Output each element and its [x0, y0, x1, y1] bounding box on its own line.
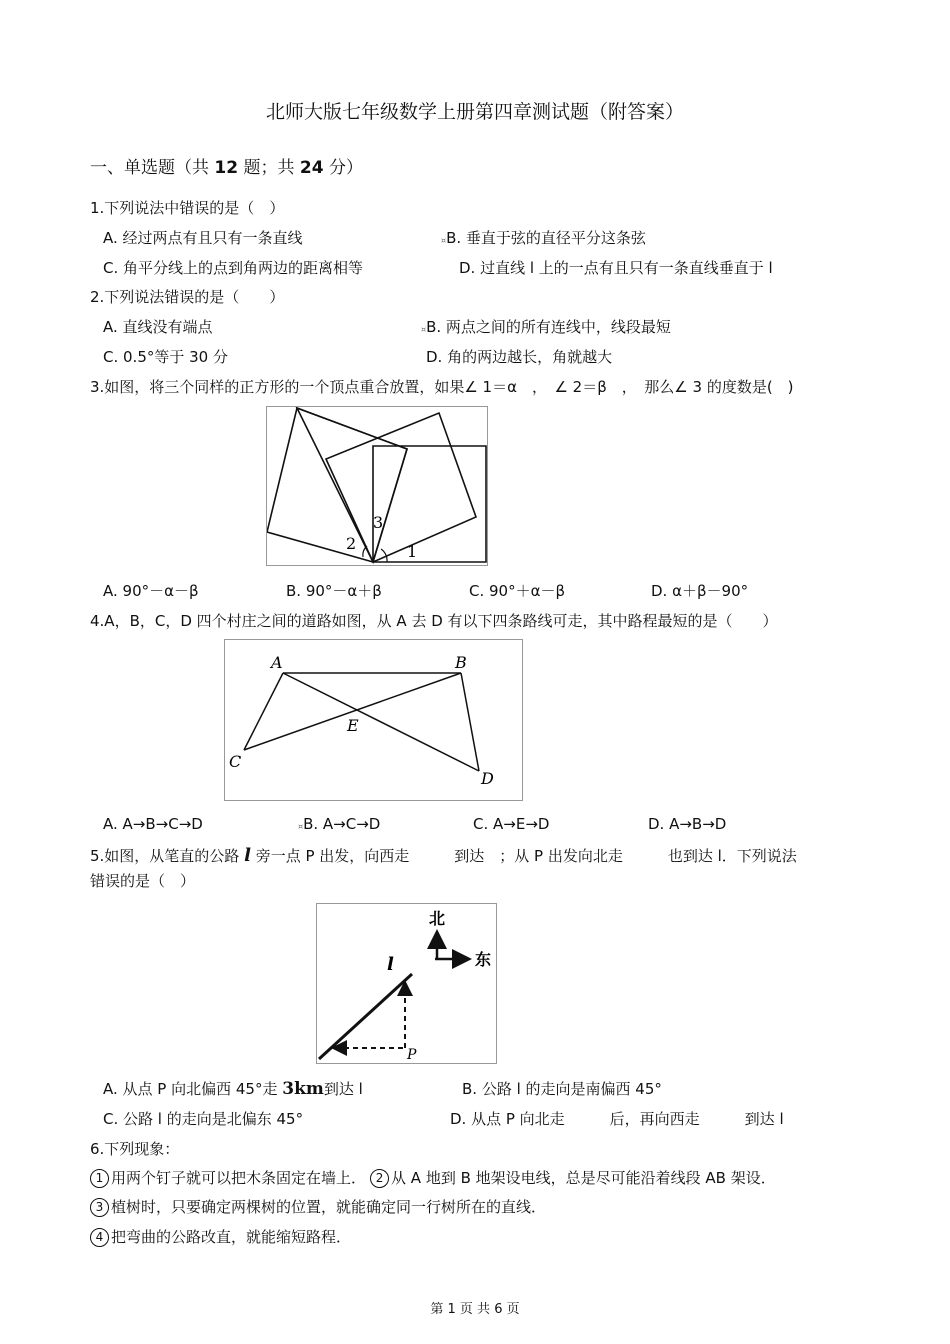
point-p-label: P [407, 1047, 417, 1063]
q3-option-b: B. 90°－α＋β [286, 582, 382, 600]
q6-item-1: 1 用两个钉子就可以把木条固定在墙上． 2 从 A 地到 B 地架设电线，总是尽可能沿着线段 AB 架设． [90, 1167, 776, 1188]
point-b-label: B [455, 653, 467, 672]
page-title: 北师大版七年级数学上册第四章测试题（附答案） [265, 101, 684, 123]
q4-villages-figure [224, 639, 523, 801]
q6-item-3: 3 植树时，只要确定两棵树的位置，就能确定同一行树所在的直线． [90, 1196, 546, 1217]
question-5-stem: 5.如图，从笔直的公路 l 旁一点 P 出发，向西走 到达 ；从 P 出发向北走 也到达 l．下列说法 [90, 845, 797, 866]
q5-option-c: C. 公路 l 的走向是北偏东 45° [103, 1110, 304, 1128]
point-e-label: E [347, 716, 359, 735]
q2-option-b: ¤B. 两点之间的所有连线中，线段最短 [421, 318, 671, 336]
q1-option-c: C. 角平分线上的点到角两边的距离相等 [103, 259, 364, 277]
q3-option-c: C. 90°＋α－β [469, 582, 566, 600]
question-1-stem: 1.下列说法中错误的是（ ） [90, 199, 285, 217]
road-l-label: l [387, 954, 394, 975]
east-label: 东 [475, 950, 492, 969]
angle-2-label: 2 [346, 534, 357, 553]
north-label: 北 [429, 909, 446, 928]
q4-option-b: ¤B. A→C→D [298, 815, 381, 833]
q5-road-figure [316, 903, 497, 1064]
q5-option-b: B. 公路 l 的走向是南偏西 45° [462, 1080, 662, 1098]
q3-option-a: A. 90°－α－β [103, 582, 199, 600]
question-4-stem: 4.A，B，C，D 四个村庄之间的道路如图，从 A 去 D 有以下四条路线可走，其中路程最短的是（ ） [90, 612, 778, 630]
q2-option-c: C. 0.5°等于 30 分 [103, 348, 228, 366]
question-5-stem-line2: 错误的是（ ） [90, 872, 196, 890]
question-3-stem: 3.如图，将三个同样的正方形的一个顶点重合放置，如果∠ 1＝α ， ∠ 2＝β ， 那么∠ 3 的度数是( ) [90, 378, 794, 396]
q3-squares-figure [266, 406, 488, 566]
q4-option-c: C. A→E→D [473, 815, 550, 833]
angle-1-label: 1 [407, 542, 418, 561]
q5-option-d: D. 从点 P 向北走 后，再向西走 到达 l [450, 1110, 784, 1128]
page-footer: 第 1 页 共 6 页 [430, 1302, 520, 1317]
q4-option-a: A. A→B→C→D [103, 815, 203, 833]
q2-option-a: A. 直线没有端点 [103, 318, 213, 336]
q4-option-d: D. A→B→D [648, 815, 727, 833]
q2-option-d: D. 角的两边越长，角就越大 [426, 348, 613, 366]
question-2-stem: 2.下列说法错误的是（ ） [90, 288, 285, 306]
point-c-label: C [229, 752, 242, 771]
q1-option-d: D. 过直线 l 上的一点有且只有一条直线垂直于 l [459, 259, 773, 277]
question-6-stem: 6.下列现象： [90, 1140, 180, 1158]
q6-item-4: 4 把弯曲的公路改直，就能缩短路程． [90, 1226, 351, 1247]
q5-option-a: A. 从点 P 向北偏西 45°走 3km到达 l [103, 1079, 363, 1099]
section-heading: 一、单选题（共 12 题；共 24 分） [90, 158, 363, 178]
q3-option-d: D. α＋β－90° [651, 582, 749, 600]
q1-option-b: ¤B. 垂直于弦的直径平分这条弦 [441, 229, 646, 247]
angle-3-label: 3 [373, 513, 384, 532]
point-a-label: A [271, 653, 283, 672]
q1-option-a: A. 经过两点有且只有一条直线 [103, 229, 303, 247]
point-d-label: D [481, 769, 494, 788]
